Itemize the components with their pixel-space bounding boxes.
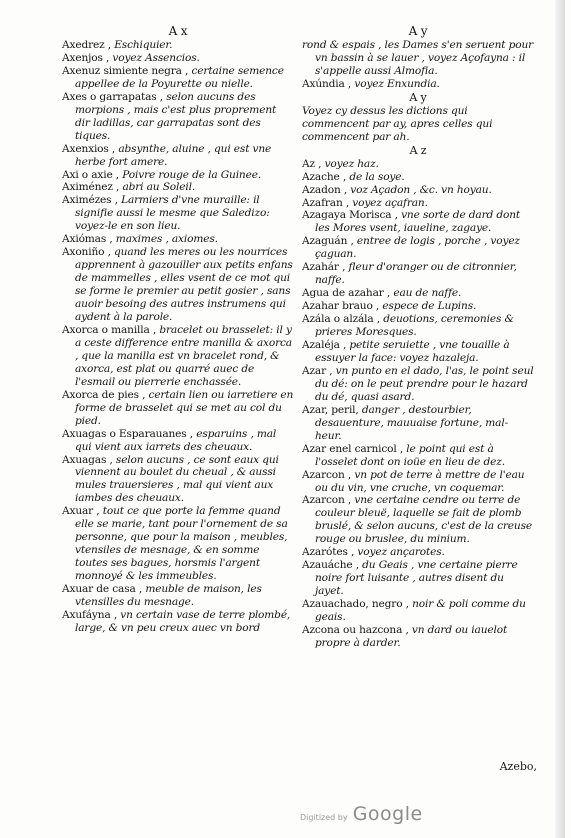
entry-headword: Axedrez , bbox=[62, 39, 111, 51]
dictionary-entry bbox=[302, 365, 534, 404]
dictionary-entry bbox=[302, 197, 534, 210]
entry-definition: selon aucuns des morpions , mais c'est plus proprement dir ladillas, car garrapatas sont des tiques. bbox=[75, 90, 277, 142]
dictionary-entry bbox=[302, 171, 534, 184]
entry-headword: Azafran , bbox=[302, 196, 350, 209]
dictionary-entry bbox=[302, 313, 534, 339]
entry-definition: deuotions, ceremonies & prieres Moresques. bbox=[315, 313, 514, 339]
entry-definition: meuble de maison, les vtensilles du mesnage. bbox=[75, 583, 262, 608]
entry-headword: Axuagas , bbox=[62, 453, 113, 466]
entry-definition: voyez haz. bbox=[324, 157, 379, 170]
dictionary-entry bbox=[302, 624, 534, 650]
entry-definition: vn dard ou iauelot propre à darder. bbox=[315, 623, 508, 649]
entry-definition: vne sorte de dard dont les Mores vsent, iaueline, zagaye. bbox=[315, 209, 520, 235]
dictionary-entry bbox=[62, 428, 294, 454]
dictionary-entry bbox=[302, 469, 534, 495]
column-heading: A y bbox=[408, 24, 428, 38]
entry-definition: voyez ançarotes. bbox=[357, 546, 445, 559]
entry-definition: vn pot de terre à mettre de l'eau ou du vin, vne cruche, vn coquemar. bbox=[315, 468, 525, 494]
entry-headword: Axi o axie , bbox=[62, 168, 120, 181]
entry-headword: Axuar , bbox=[62, 505, 100, 518]
entry-definition: voz Açadon , &c. vn hoyau. bbox=[350, 183, 492, 196]
entry-headword: Azar , bbox=[302, 364, 333, 377]
entry-definition: Larmiers d'vne muraille: il signifie aussi le mesme que Saledizo: voyez-le en son lieu. bbox=[75, 194, 270, 233]
entry-headword: Azaguán , bbox=[302, 235, 354, 248]
entry-definition: bracelet ou brasselet: il y a ceste difference entre manilla & axorca , que la manilla est vn bracelet rond, & axorca, est plat ou quarré auec de l'esmail ou pierrerie enchassée. bbox=[75, 323, 292, 388]
dictionary-entry bbox=[302, 404, 534, 443]
dictionary-entry bbox=[62, 389, 294, 428]
entry-definition: espece de Lupins. bbox=[382, 300, 477, 313]
dictionary-entry bbox=[302, 287, 534, 300]
entry-definition: vn certain vase de terre plombé, large, & vn peu creux auec vn bord bbox=[75, 608, 291, 634]
entry-headword: Azauachado, negro , bbox=[302, 598, 409, 611]
entry-headword: Axiómas , bbox=[62, 233, 113, 246]
entry-definition: danger , destourbier, desauenture, mauuaise fortune, mal-heur. bbox=[315, 403, 509, 442]
dictionary-entry bbox=[302, 598, 534, 624]
dictionary-entry bbox=[62, 233, 294, 246]
dictionary-entry bbox=[302, 158, 534, 171]
catchword: Azebo, bbox=[499, 760, 537, 773]
entry-headword: Azagaya Morisca , bbox=[302, 209, 398, 222]
entry-headword: Axuagas o Esparauanes , bbox=[62, 427, 194, 440]
section-heading: A y bbox=[409, 90, 427, 104]
dictionary-entry bbox=[302, 494, 534, 546]
dictionary-entry bbox=[302, 339, 534, 365]
entry-definition: voyez Assencios. bbox=[112, 51, 200, 64]
entry-headword: Azarcon , bbox=[302, 468, 352, 481]
dictionary-entry bbox=[302, 235, 534, 261]
dictionary-entry bbox=[62, 52, 294, 65]
dictionary-entry bbox=[62, 505, 294, 583]
entry-headword: Azache , bbox=[302, 170, 347, 183]
dictionary-entry bbox=[302, 184, 534, 197]
watermark-brand: Google bbox=[352, 803, 423, 825]
entry-headword: Azar, peril, bbox=[302, 403, 359, 416]
entry-group-az bbox=[302, 158, 534, 650]
column-heading: A x bbox=[168, 24, 188, 38]
entry-definition: vn punto en el dado, l'as, le point seul du dé: on le peut prendre pour le hazard du dé, quasi asard. bbox=[315, 364, 534, 403]
entry-headword: Axorca de pies , bbox=[62, 388, 146, 401]
dictionary-entry bbox=[302, 261, 534, 287]
entry-headword: Azcona ou hazcona , bbox=[302, 623, 409, 636]
entry-definition: entree de logis , porche , voyez çaguan. bbox=[315, 235, 520, 261]
entry-headword: Azarótes , bbox=[302, 546, 355, 559]
entry-definition: quand les meres ou les nourrices apprennent à gazouiller aux petits enfans de mammelles , elles vsent de ce mot qui se forme le premier au petit gosier , sans auoir besoing des autres instrumens qui aydent à la parole. bbox=[75, 246, 293, 324]
entry-definition: Eschiquier. bbox=[114, 39, 173, 51]
entry-definition: esparuins , mal qui vient aux iarrets des cheuaux. bbox=[75, 427, 277, 453]
dictionary-entry bbox=[62, 583, 294, 609]
entry-headword: Axoniño , bbox=[62, 246, 111, 259]
dictionary-entry bbox=[62, 65, 294, 91]
dictionary-entry bbox=[62, 91, 294, 143]
cross-reference-note: Voyez cy dessus les dictions qui commencent par ay, apres celles qui commencent par ah. bbox=[302, 104, 493, 143]
entry-headword: Axes o garrapatas , bbox=[62, 90, 163, 103]
entry-definition: selon aucuns , ce sont eaux qui viennent au boulet du cheual , & aussi mules trauersieres , mal qui vient aux iambes des cheuaux. bbox=[75, 453, 279, 505]
continuation-text: rond & espais , les Dames s'en seruent pour vn bassin à se lauer , voyez Açofayna : il s'appelle aussi Almofia. bbox=[302, 39, 534, 77]
dictionary-entry bbox=[302, 209, 534, 235]
entry-definition: petite seruiette , vne touaille à essuyer la face: voyez hazaleja. bbox=[315, 339, 510, 364]
entry-definition: abri au Soleil. bbox=[122, 181, 196, 194]
entry-headword: Azála o alzála , bbox=[302, 313, 381, 326]
entry-headword: Agua de azahar , bbox=[302, 287, 391, 300]
dictionary-entry bbox=[302, 300, 534, 313]
dictionary-entry bbox=[302, 78, 534, 91]
dictionary-entry bbox=[62, 246, 294, 324]
entry-definition: absynthe, aluine , qui est vne herbe fort amere. bbox=[75, 142, 272, 168]
entry-headword: Azarcon , bbox=[302, 494, 352, 507]
entry-group-ay bbox=[302, 78, 534, 91]
dictionary-entry bbox=[62, 324, 294, 389]
entry-definition: eau de naffe. bbox=[393, 287, 462, 300]
entry-headword: Axenjos , bbox=[62, 51, 110, 64]
entry-headword: Axufáyna , bbox=[62, 608, 118, 621]
entry-definition: le point qui est à l'osselet dont on ioüe en lieu de dez. bbox=[315, 442, 505, 468]
entry-definition: Poivre rouge de la Guinee. bbox=[122, 168, 262, 181]
entry-headword: Axuar de casa , bbox=[62, 583, 143, 596]
entry-definition: maximes , axiomes. bbox=[115, 233, 218, 246]
section-heading: A z bbox=[409, 143, 427, 157]
watermark-prefix: Digitized by bbox=[300, 813, 348, 822]
entry-definition: certain lien ou iarretiere en forme de brasselet qui se met au col du pied. bbox=[75, 388, 294, 427]
entry-headword: Azar enel carnicol , bbox=[302, 442, 404, 455]
left-column bbox=[62, 24, 294, 635]
entry-definition: fleur d'oranger ou de citronnier, naffe. bbox=[315, 261, 517, 287]
entry-headword: Az , bbox=[302, 157, 322, 170]
entry-definition: certaine semence appellee de la Poyurette ou nielle. bbox=[75, 64, 284, 90]
dictionary-entry bbox=[62, 609, 294, 635]
dictionary-entry bbox=[62, 454, 294, 506]
dictionary-entry bbox=[62, 143, 294, 169]
entry-definition: voyez Enxundia. bbox=[354, 77, 440, 90]
digitization-watermark bbox=[300, 803, 423, 825]
dictionary-entry bbox=[62, 194, 294, 233]
entry-headword: Azahar brauo , bbox=[302, 300, 380, 313]
dictionary-entry bbox=[62, 181, 294, 194]
page-binding-edge bbox=[555, 0, 565, 838]
entry-definition: tout ce que porte la femme quand elle se marie, tant pour l'ornement de sa personne, que pour la maison , meubles, vtensiles de mesnage, & en somme toutes ses bagues, horsmis l'argent monnoyé & les immeubles. bbox=[75, 505, 288, 583]
entry-headword: Axorca o manilla , bbox=[62, 323, 157, 336]
entry-headword: Azadon , bbox=[302, 183, 348, 196]
entry-headword: Axenxios , bbox=[62, 142, 116, 155]
entry-definition: voyez açafran. bbox=[352, 196, 428, 209]
dictionary-entry bbox=[302, 546, 534, 559]
dictionary-entry bbox=[302, 559, 534, 598]
entry-definition: vne certaine cendre ou terre de couleur bleuë, laquelle se fait de plomb bruslé, & selon aucuns, c'est de la creuse rouge ou bruslee, du minium. bbox=[315, 494, 533, 546]
entry-definition: noir & poli comme du geais. bbox=[315, 598, 526, 624]
dictionary-entry bbox=[302, 443, 534, 469]
entry-headword: Axúndia , bbox=[302, 77, 352, 90]
entry-headword: Azauáche , bbox=[302, 559, 359, 572]
right-column bbox=[302, 24, 534, 650]
entry-definition: du Geais , vne certaine pierre noire fort luisante , autres disent du jayet. bbox=[315, 559, 518, 598]
entry-headword: Aximézes , bbox=[62, 194, 118, 207]
entry-headword: Aximénez , bbox=[62, 181, 120, 194]
dictionary-entry bbox=[62, 39, 294, 52]
dictionary-entry bbox=[62, 169, 294, 182]
entry-definition: de la soye. bbox=[349, 170, 405, 183]
entry-headword: Axenuz simiente negra , bbox=[62, 64, 189, 77]
entry-headword: Azaléja , bbox=[302, 339, 347, 352]
entry-headword: Azahár , bbox=[302, 261, 346, 274]
